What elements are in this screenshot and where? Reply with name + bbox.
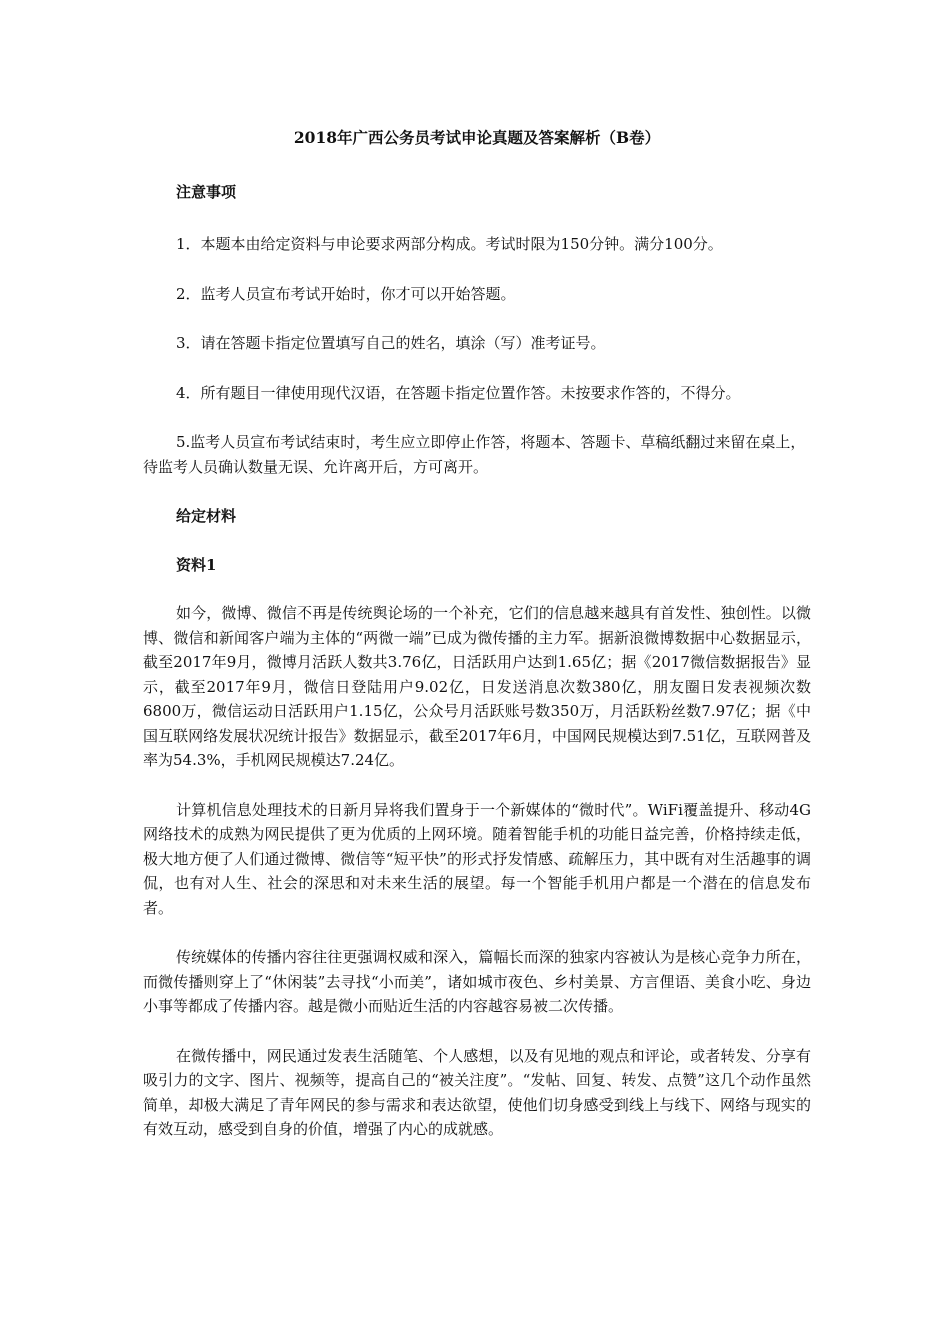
- notes-heading: 注意事项: [176, 183, 237, 201]
- material-paragraph-4: 在微传播中，网民通过发表生活随笔、个人感想，以及有见地的观点和评论，或者转发、分享有吸引力的文字、图片、视频等，提高自己的“被关注度”。“发帖、回复、转发、点赞”这几个动作虽然简单，却极大满足了青年网民的参与需求和表达欲望，使他们切身感受到线上与线下、网络与现实的有效互动，感受到自身的价值，增强了内心的成就感。: [143, 1046, 811, 1138]
- source-heading: 资料1: [176, 556, 217, 574]
- note-item-2: 2．监考人员宣布考试开始时，你才可以开始答题。: [176, 284, 516, 303]
- note-item-3: 3．请在答题卡指定位置填写自己的姓名，填涂（写）准考证号。: [176, 334, 606, 352]
- note-item-5: 5.监考人员宣布考试结束时，考生应立即停止作答，将题本、答题卡、草稿纸翻过来留在桌上，待监考人员确认数量无误、允许离开后，方可离开。: [143, 433, 806, 476]
- note-item-1: 1．本题本由给定资料与申论要求两部分构成。考试时限为150分钟。满分100分。: [176, 235, 723, 253]
- material-paragraph-2: 计算机信息处理技术的日新月异将我们置身于一个新媒体的“微时代”。WiFi覆盖提升、移动4G网络技术的成熟为网民提供了更为优质的上网环境。随着智能手机的功能日益完善，价格持续走低，极大地方便了人们通过微博、微信等“短平快”的形式抒发情感、疏解压力，其中既有对生活趣事的调侃，也有对人生、社会的深思和对未来生活的展望。每一个智能手机用户都是一个潜在的信息发布者。: [143, 800, 811, 917]
- note-item-4: 4．所有题目一律使用现代汉语，在答题卡指定位置作答。未按要求作答的，不得分。: [176, 383, 741, 402]
- materials-heading: 给定材料: [176, 507, 237, 525]
- material-paragraph-1: 如今，微博、微信不再是传统舆论场的一个补充，它们的信息越来越具有首发性、独创性。以微博、微信和新闻客户端为主体的“两微一端”已成为微传播的主力军。据新浪微博数据中心数据显示，截至2017年9月，微博月活跃人数共3.76亿，日活跃用户达到1.65亿；据《2017微信数据报告》显示，截至2017年9月，微信日登陆用户9.02亿，日发送消息次数380亿，朋友圈日发表视频次数6800万，微信运动日活跃用户1.15亿，公众号月活跃账号数350万，月活跃粉丝数7.97亿；据《中国互联网络发展状况统计报告》数据显示，截至2017年6月，中国网民规模达到7.51亿，互联网普及率为54.3%，手机网民规模达7.24亿。: [143, 604, 811, 769]
- document-page: [143, 120, 811, 1167]
- material-paragraph-3: 传统媒体的传播内容往往更强调权威和深入，篇幅长而深的独家内容被认为是核心竞争力所在，而微传播则穿上了“休闲装”去寻找“小而美”，诸如城市夜色、乡村美景、方言俚语、美食小吃、身边小事等都成了传播内容。越是微小而贴近生活的内容越容易被二次传播。: [143, 948, 811, 1015]
- document-title: 2018年广西公务员考试申论真题及答案解析（B卷）: [293, 128, 661, 147]
